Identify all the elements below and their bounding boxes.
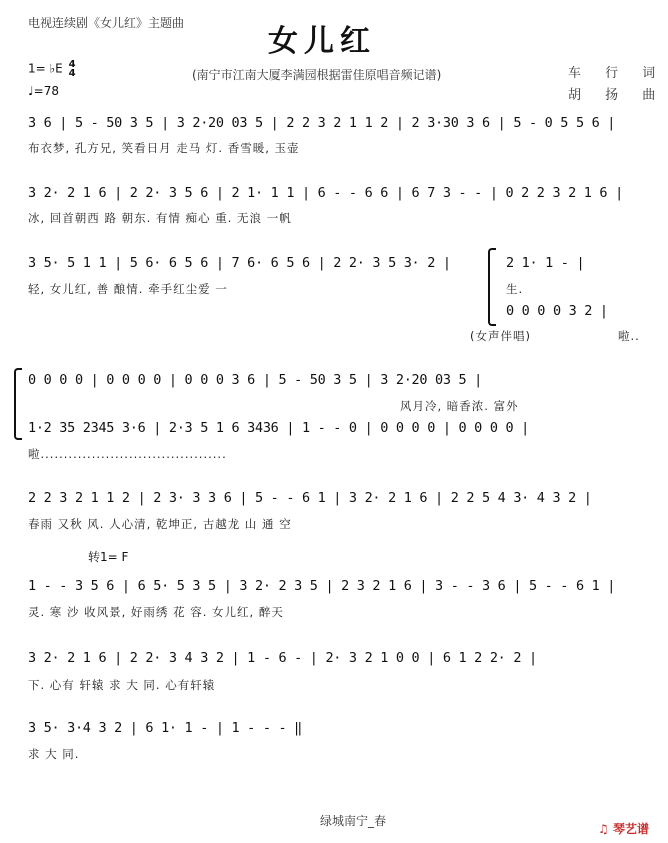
chorus-lyric-row: 啦........................................ [28,447,227,461]
lyric-row: 春雨 又秋 风. 人心清, 乾坤正, 古越龙 山 通 空 [28,517,292,531]
chorus-word: 啦.. [618,329,640,343]
system-brace [14,368,22,440]
system-brace [488,248,496,326]
music-row: 3 2· 2 1 6 | 2 2· 3 5 6 | 2 1· 1 1 | 6 - - 6 6 | 6 7 3 - - | 0 2 2 3 2 1 6 | [28,185,623,201]
lyric-row: 求 大 同. [28,747,80,761]
lyric-row: 下. 心有 轩辕 求 大 同. 心有轩辕 [28,678,216,692]
music-row: 0 0 0 0 | 0 0 0 0 | 0 0 0 3 6 | 5 - 50 3 5 | 3 2·20 03 5 | [28,372,483,388]
site-logo [598,820,649,837]
transcription-note: (南宁市江南大厦李满园根据雷佳原唱音频记谱) [192,68,442,82]
music-row: 3 5· 3·4 3 2 | 6 1· 1 - | 1 - - - ‖ [28,720,302,736]
music-row: 3 6 | 5 - 50 3 5 | 3 2·20 03 5 | 2 2 3 2 1 1 2 | 2 3·30 3 6 | 5 - 0 5 5 6 | [28,115,616,131]
source-title: 电视连续剧《女儿红》主题曲 [28,16,185,30]
logo-icon: ♫ [598,822,609,836]
lyric-row: 布衣梦, 孔方兄, 笑看日月 走马 灯. 香雪暖, 玉壶 [28,141,300,155]
key-label: 1= ♭E [28,61,63,76]
chorus-music-row: 0 0 0 0 3 2 | [506,303,608,319]
music-row: 3 2· 2 1 6 | 2 2· 3 4 3 2 | 1 - 6 - | 2· 3 2 1 0 0 | 6 1 2 2· 2 | [28,650,537,666]
lyric-row: 冰, 回首朝西 路 朝东. 有情 痴心 重. 无浪 一帆 [28,211,292,225]
key-signature [28,60,76,78]
alt-lyric-row: 生. [506,282,524,296]
time-bottom: 4 [68,68,76,79]
lyric-row: 轻, 女儿红, 善 酿情. 牵手红尘爱 一 [28,282,228,296]
lyricist: 车 行 词 [568,66,666,81]
time-top: 4 [68,59,76,70]
lyric-row: 灵. 寒 沙 收风景, 好雨绣 花 容. 女儿红, 醉天 [28,605,284,619]
lyric-row: 风月冷, 暗香浓. 富外 [400,399,519,413]
composer: 胡 扬 曲 [568,88,666,103]
chorus-music-row: 1·2 35 2345 3·6 | 2·3 5 1 6 3436 | 1 - - 0 | 0 0 0 0 | 0 0 0 0 | [28,420,529,436]
time-signature [69,60,76,78]
song-title: 女儿红 [268,24,376,59]
music-row: 2 2 3 2 1 1 2 | 2 3· 3 3 6 | 5 - - 6 1 | 3 2· 2 1 6 | 2 2 5 4 3· 4 3 2 | [28,490,592,506]
music-row: 1 - - 3 5 6 | 6 5· 5 3 5 | 3 2· 2 3 5 | 2 3 2 1 6 | 3 - - 3 6 | 5 - - 6 1 | [28,578,616,594]
key-change: 转1= F [88,550,129,564]
alt-music-row: 2 1· 1 - | [506,255,585,271]
logo-text: 琴艺谱 [612,822,649,836]
signature: 绿城南宁_春 [320,814,387,828]
music-row: 3 5· 5 1 1 | 5 6· 6 5 6 | 7 6· 6 5 6 | 2 2· 3 5 3· 2 | [28,255,451,271]
chorus-label: (女声伴唱) [470,329,531,343]
tempo: ♩=78 [28,84,59,98]
